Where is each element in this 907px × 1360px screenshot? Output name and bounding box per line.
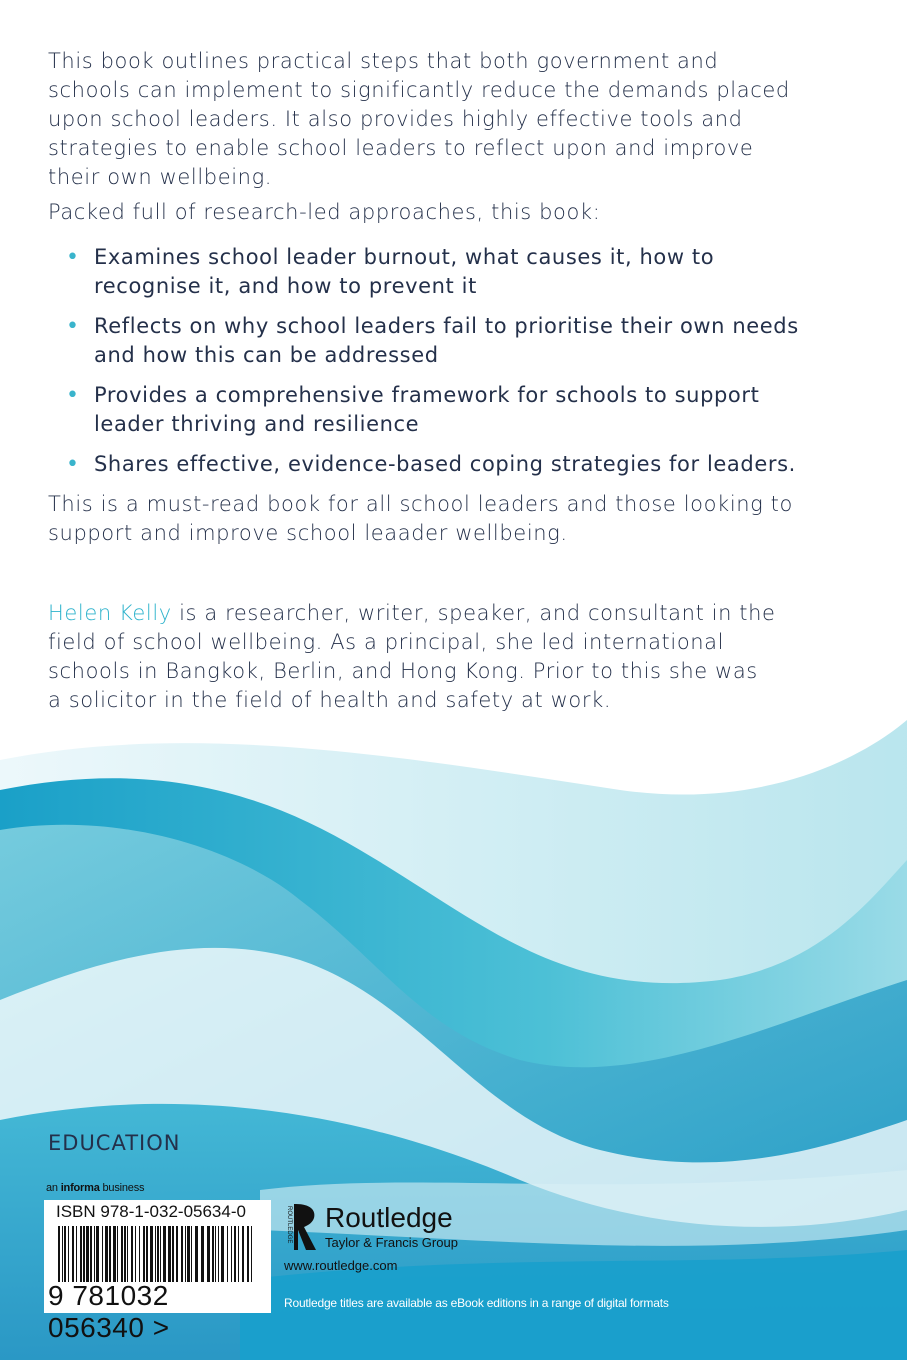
barcode-bar xyxy=(221,1226,224,1282)
barcode-bar xyxy=(62,1226,63,1282)
subject-category: EDUCATION xyxy=(48,1131,181,1155)
bio-line: a solicitor in the field of health and safety at work. xyxy=(48,688,612,712)
isbn-barcode xyxy=(44,1200,271,1343)
ebook-note: Routledge titles are available as eBook editions in a range of digital formats xyxy=(284,1296,669,1310)
closing-paragraph xyxy=(48,490,793,548)
barcode-bar xyxy=(127,1226,128,1282)
barcode-bar xyxy=(113,1226,116,1282)
informa-prefix: an xyxy=(46,1182,61,1194)
barcode-bar xyxy=(105,1226,108,1282)
barcode-bar xyxy=(68,1226,69,1282)
barcode-bar xyxy=(215,1226,216,1282)
barcode-bar xyxy=(247,1226,249,1282)
intro-line: strategies to enable school leaders to reflect upon and improve xyxy=(48,136,754,160)
bio-line: field of school wellbeing. As a principal, she led international xyxy=(48,630,725,654)
barcode-bar xyxy=(242,1226,244,1282)
bullet-line: Provides a comprehensive framework for schools to support xyxy=(94,383,760,407)
closing-line: This is a must-read book for all school leaders and those looking to xyxy=(48,492,793,516)
closing-line: support and improve school leaader wellbeing. xyxy=(48,521,568,545)
lead-in: Packed full of research-led approaches, this book: xyxy=(48,200,601,224)
publisher-url[interactable]: www.routledge.com xyxy=(284,1258,398,1273)
barcode-bar xyxy=(207,1226,210,1282)
barcode-bar xyxy=(212,1226,214,1282)
barcode-bar xyxy=(143,1226,145,1282)
publisher-name: Routledge xyxy=(325,1202,453,1233)
barcode-bar xyxy=(251,1226,252,1282)
barcode-bar xyxy=(157,1226,159,1282)
barcode-bar xyxy=(72,1226,74,1282)
barcode-bar xyxy=(181,1226,183,1282)
barcode-bar xyxy=(231,1226,232,1282)
barcode-bar xyxy=(218,1226,219,1282)
publisher-group: Taylor & Francis Group xyxy=(325,1235,458,1250)
barcode-bar xyxy=(168,1226,171,1282)
bullet-line: and how this can be addressed xyxy=(94,343,439,367)
barcode-bar xyxy=(124,1226,126,1282)
barcode-bar xyxy=(83,1226,85,1282)
barcode-bar xyxy=(102,1226,103,1282)
informa-tagline xyxy=(46,1182,144,1194)
intro-line: upon school leaders. It also provides highly effective tools and xyxy=(48,107,743,131)
barcode-bar xyxy=(94,1226,95,1282)
barcode-bar xyxy=(90,1226,92,1282)
barcode-bar xyxy=(238,1226,239,1282)
barcode-bar xyxy=(96,1226,99,1282)
barcode-bar xyxy=(187,1226,190,1282)
barcode-bar xyxy=(146,1226,148,1282)
barcode-bar xyxy=(80,1226,82,1282)
bullet-line: Examines school leader burnout, what causes it, how to xyxy=(94,245,715,269)
intro-paragraph xyxy=(48,47,790,192)
barcode-bar xyxy=(155,1226,156,1282)
barcode-bar xyxy=(109,1226,111,1282)
barcode-bar xyxy=(160,1226,161,1282)
intro-line: This book outlines practical steps that both government and xyxy=(48,49,719,73)
bullet-line: recognise it, and how to prevent it xyxy=(94,274,477,298)
intro-line: their own wellbeing. xyxy=(48,165,273,189)
barcode-bar xyxy=(135,1226,136,1282)
barcode-bar xyxy=(191,1226,192,1282)
bullet-icon: • xyxy=(66,383,80,408)
barcode-bar xyxy=(121,1226,123,1282)
informa-suffix: business xyxy=(99,1182,145,1194)
barcode-bar xyxy=(172,1226,174,1282)
barcode-bar xyxy=(76,1226,77,1282)
author-bio xyxy=(48,599,776,715)
bullet-line: Shares effective, evidence-based coping strategies for leaders. xyxy=(94,452,796,476)
barcode-bar xyxy=(64,1226,66,1282)
barcode-bar xyxy=(58,1226,60,1282)
bullet-icon: • xyxy=(66,314,80,339)
intro-line: schools can implement to significantly reduce the demands placed xyxy=(48,78,790,102)
barcode-bar xyxy=(117,1226,118,1282)
barcode-bar xyxy=(163,1226,166,1282)
barcode-bar xyxy=(131,1226,133,1282)
barcode-bar xyxy=(176,1226,178,1282)
barcode-bar xyxy=(150,1226,153,1282)
barcode-digits: 9 781032 056340 > xyxy=(48,1280,170,1343)
isbn-label: ISBN 978-1-032-05634-0 xyxy=(56,1202,246,1221)
barcode-bar xyxy=(185,1226,186,1282)
barcode-bar xyxy=(195,1226,198,1282)
barcode-bars xyxy=(50,1226,265,1282)
barcode-bar xyxy=(201,1226,204,1282)
barcode-bar xyxy=(86,1226,89,1282)
barcode-bar xyxy=(139,1226,140,1282)
bio-line: is a researcher, writer, speaker, and consultant in the xyxy=(171,601,776,625)
barcode-bar xyxy=(227,1226,228,1282)
bullet-line: Reflects on why school leaders fail to prioritise their own needs xyxy=(94,314,799,338)
bullet-icon: • xyxy=(66,452,80,477)
barcode-bar xyxy=(234,1226,236,1282)
bullet-line: leader thriving and resilience xyxy=(94,412,420,436)
author-name: Helen Kelly xyxy=(48,601,172,625)
logo-text: ROUTLEDGE xyxy=(286,1206,292,1244)
routledge-logo-icon xyxy=(284,1202,320,1252)
bio-line: schools in Bangkok, Berlin, and Hong Kong. Prior to this she was xyxy=(48,659,758,683)
informa-brand: informa xyxy=(60,1182,100,1194)
bullet-icon: • xyxy=(66,245,80,270)
